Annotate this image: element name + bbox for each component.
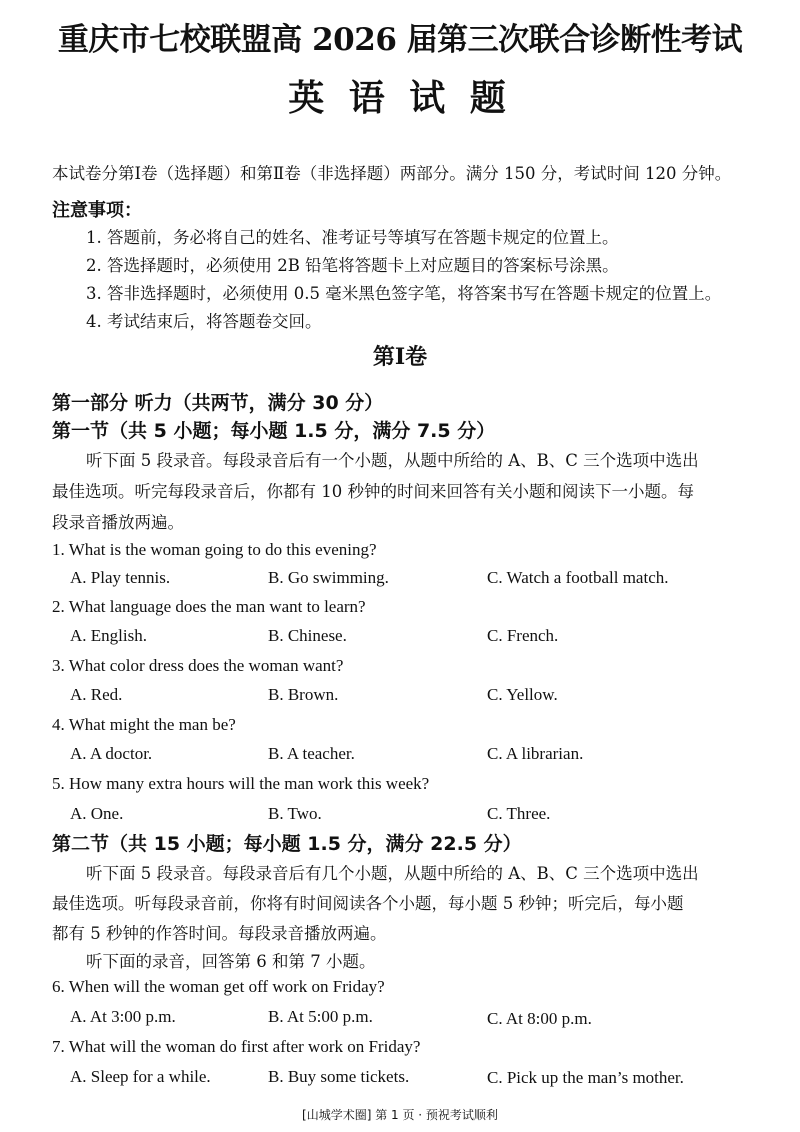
notice-item: 3. 答非选择题时，必须使用 0.5 毫米黑色签字笔，将答案书写在答题卡规定的位置上。 (86, 284, 722, 303)
page-footer: [山城学术圈] 第 1 页 · 预祝考试顺利 (302, 1108, 498, 1122)
option-c: C. Pick up the man’s mother. (487, 1068, 684, 1087)
instruction-line: 都有 5 秒钟的作答时间。每段录音播放两遍。 (52, 924, 387, 943)
volume-heading: 第Ⅰ卷 (372, 344, 428, 370)
option-a: A. A doctor. (70, 744, 153, 763)
instruction-line: 听下面 5 段录音。每段录音后有一个小题，从题中所给的 A、B、C 三个选项中选出 (86, 451, 699, 470)
notice-item: 4. 考试结束后，将答题卷交回。 (86, 312, 322, 331)
option-c: C. At 8:00 p.m. (487, 1009, 592, 1028)
option-b: B. A teacher. (268, 744, 355, 763)
question-stem: 7. What will the woman do first after work on Friday? (52, 1037, 421, 1056)
instruction-line: 最佳选项。听完每段录音后，你都有 10 秒钟的时间来回答有关小题和阅读下一小题。每 (52, 482, 694, 501)
option-a: A. Play tennis. (70, 568, 171, 587)
question-stem: 3. What color dress does the woman want? (52, 656, 344, 675)
option-a: A. One. (70, 804, 124, 823)
option-b: B. Buy some tickets. (268, 1067, 410, 1086)
exam-subtitle: 英 语 试 题 (288, 77, 512, 119)
question-stem: 4. What might the man be? (52, 715, 236, 734)
question-stem: 6. When will the woman get off work on Friday? (52, 977, 385, 996)
exam-title: 重庆市七校联盟高 2026 届第三次联合诊断性考试 (57, 22, 743, 58)
notice-item: 2. 答选择题时，必须使用 2B 铅笔将答题卡上对应题目的答案标号涂黑。 (86, 256, 619, 275)
option-c: C. Watch a football match. (487, 568, 669, 587)
option-a: A. English. (70, 626, 147, 645)
option-b: B. At 5:00 p.m. (268, 1007, 373, 1026)
sub-instruction: 听下面的录音，回答第 6 和第 7 小题。 (86, 952, 376, 971)
section1-heading: 第一节（共 5 小题；每小题 1.5 分，满分 7.5 分） (52, 420, 496, 442)
question-stem: 5. How many extra hours will the man work this week? (52, 774, 430, 793)
instruction-line: 段录音播放两遍。 (52, 513, 184, 532)
notice-item: 1. 答题前，务必将自己的姓名、准考证号等填写在答题卡规定的位置上。 (86, 228, 619, 247)
section2-heading: 第二节（共 15 小题；每小题 1.5 分，满分 22.5 分） (52, 833, 522, 855)
option-a: A. At 3:00 p.m. (70, 1007, 176, 1026)
question-stem: 1. What is the woman going to do this evening? (52, 540, 377, 559)
option-a: A. Red. (70, 685, 123, 704)
option-a: A. Sleep for a while. (70, 1067, 211, 1086)
notice-heading: 注意事项： (52, 200, 142, 221)
option-c: C. Yellow. (487, 685, 558, 704)
option-c: C. French. (487, 626, 559, 645)
option-b: B. Brown. (268, 685, 339, 704)
part1-heading: 第一部分 听力（共两节，满分 30 分） (52, 392, 384, 414)
option-b: B. Two. (268, 804, 322, 823)
option-c: C. A librarian. (487, 744, 584, 763)
option-c: C. Three. (487, 804, 551, 823)
instruction-line: 最佳选项。听每段录音前，你将有时间阅读各个小题，每小题 5 秒钟；听完后，每小题 (52, 894, 684, 913)
option-b: B. Go swimming. (268, 568, 389, 587)
instruction-line: 听下面 5 段录音。每段录音后有几个小题，从题中所给的 A、B、C 三个选项中选出 (86, 864, 699, 883)
option-b: B. Chinese. (268, 626, 347, 645)
question-stem: 2. What language does the man want to learn? (52, 597, 366, 616)
exam-intro: 本试卷分第Ⅰ卷（选择题）和第Ⅱ卷（非选择题）两部分。满分 150 分，考试时间 120 分钟。 (52, 164, 732, 183)
